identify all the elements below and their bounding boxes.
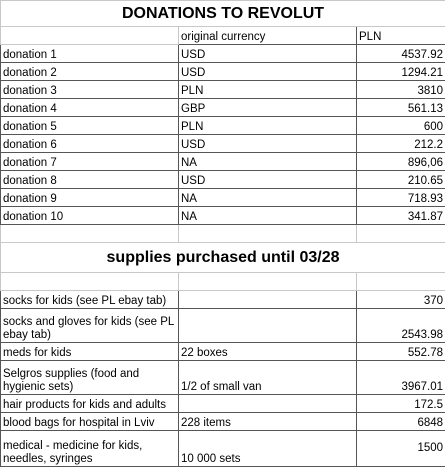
supply-qty-cell[interactable]: [179, 309, 357, 343]
empty-cell[interactable]: [1, 225, 179, 243]
supply-qty-cell[interactable]: [179, 395, 357, 413]
donation-label-cell[interactable]: donation 3: [1, 81, 179, 99]
donation-pln-cell[interactable]: 896,06: [357, 153, 445, 171]
header-cell-label[interactable]: [1, 27, 179, 45]
supplies-title-row: [1, 243, 445, 273]
supply-qty-cell[interactable]: [179, 291, 357, 309]
supply-qty-cell[interactable]: 10 000 sets: [179, 431, 357, 467]
donation-pln-cell[interactable]: 4537.92: [357, 45, 445, 63]
donation-pln-cell[interactable]: 718.93: [357, 189, 445, 207]
supply-qty-cell[interactable]: 22 boxes: [179, 343, 357, 361]
donation-currency-cell[interactable]: NA: [179, 189, 357, 207]
table-row: [1, 309, 445, 343]
donation-label-cell[interactable]: donation 9: [1, 189, 179, 207]
supply-item-cell[interactable]: medical - medicine for kids, needles, syringes: [1, 431, 179, 467]
supply-pln-cell[interactable]: 6848: [357, 413, 445, 431]
donation-currency-cell[interactable]: PLN: [179, 117, 357, 135]
supply-qty-cell[interactable]: 228 items: [179, 413, 357, 431]
donation-currency-cell[interactable]: NA: [179, 207, 357, 225]
donations-title[interactable]: DONATIONS TO REVOLUT: [1, 1, 445, 27]
donation-pln-cell[interactable]: 561.13: [357, 99, 445, 117]
donation-label-cell[interactable]: donation 7: [1, 153, 179, 171]
table-row: [1, 361, 445, 395]
donation-currency-cell[interactable]: GBP: [179, 99, 357, 117]
donations-header-row: [1, 27, 445, 45]
table-row: [1, 207, 445, 225]
supply-pln-cell[interactable]: 370: [357, 291, 445, 309]
donations-title-row: [1, 1, 445, 27]
table-row: [1, 63, 445, 81]
table-row: [1, 99, 445, 117]
donation-currency-cell[interactable]: NA: [179, 153, 357, 171]
table-row: [1, 343, 445, 361]
empty-row: [1, 273, 445, 291]
donation-label-cell[interactable]: donation 10: [1, 207, 179, 225]
table-row: [1, 81, 445, 99]
donation-pln-cell[interactable]: 341.87: [357, 207, 445, 225]
empty-cell[interactable]: [179, 273, 357, 291]
table-row: [1, 117, 445, 135]
donation-pln-cell[interactable]: 600: [357, 117, 445, 135]
supply-item-cell[interactable]: Selgros supplies (food and hygienic sets): [1, 361, 179, 395]
donation-label-cell[interactable]: donation 2: [1, 63, 179, 81]
donation-label-cell[interactable]: donation 8: [1, 171, 179, 189]
donation-label-cell[interactable]: donation 4: [1, 99, 179, 117]
supply-pln-cell[interactable]: 1500: [357, 431, 445, 467]
header-cell-currency[interactable]: original currency: [179, 27, 357, 45]
supply-pln-cell[interactable]: 172.5: [357, 395, 445, 413]
donation-currency-cell[interactable]: USD: [179, 63, 357, 81]
empty-row: [1, 225, 445, 243]
supply-item-cell[interactable]: hair products for kids and adults: [1, 395, 179, 413]
donation-currency-cell[interactable]: USD: [179, 171, 357, 189]
supply-item-cell[interactable]: socks for kids (see PL ebay tab): [1, 291, 179, 309]
donation-label-cell[interactable]: donation 1: [1, 45, 179, 63]
table-row: [1, 291, 445, 309]
table-row: [1, 189, 445, 207]
supply-qty-cell[interactable]: 1/2 of small van: [179, 361, 357, 395]
donation-label-cell[interactable]: donation 6: [1, 135, 179, 153]
empty-cell[interactable]: [357, 273, 445, 291]
donation-currency-cell[interactable]: USD: [179, 45, 357, 63]
empty-cell[interactable]: [1, 273, 179, 291]
supplies-title[interactable]: supplies purchased until 03/28: [1, 243, 445, 273]
table-row: [1, 413, 445, 431]
supply-item-cell[interactable]: meds for kids: [1, 343, 179, 361]
empty-cell[interactable]: [357, 225, 445, 243]
donation-currency-cell[interactable]: PLN: [179, 81, 357, 99]
donation-currency-cell[interactable]: USD: [179, 135, 357, 153]
donation-pln-cell[interactable]: 212.2: [357, 135, 445, 153]
table-row: [1, 395, 445, 413]
donation-pln-cell[interactable]: 210.65: [357, 171, 445, 189]
header-cell-pln[interactable]: PLN: [357, 27, 445, 45]
donation-pln-cell[interactable]: 3810: [357, 81, 445, 99]
supply-item-cell[interactable]: socks and gloves for kids (see PL ebay tab): [1, 309, 179, 343]
supply-pln-cell[interactable]: 552.78: [357, 343, 445, 361]
supply-pln-cell[interactable]: 3967.01: [357, 361, 445, 395]
table-row: [1, 153, 445, 171]
supply-pln-cell[interactable]: 2543.98: [357, 309, 445, 343]
table-row: [1, 171, 445, 189]
donation-label-cell[interactable]: donation 5: [1, 117, 179, 135]
table-row: [1, 45, 445, 63]
supply-item-cell[interactable]: blood bags for hospital in Lviv: [1, 413, 179, 431]
empty-cell[interactable]: [179, 225, 357, 243]
table-row: [1, 135, 445, 153]
donation-pln-cell[interactable]: 1294.21: [357, 63, 445, 81]
